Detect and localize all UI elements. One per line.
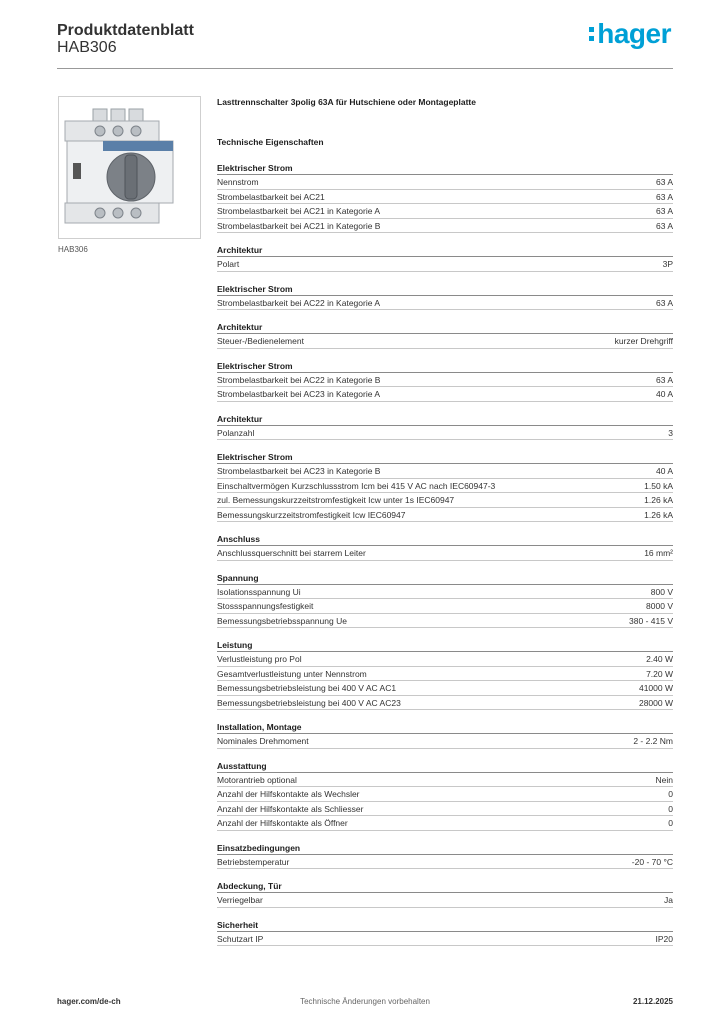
- hager-logo: [589, 18, 671, 50]
- spec-row: [217, 893, 673, 908]
- spec-row: [217, 387, 673, 402]
- spec-value: 7.20 W: [646, 668, 673, 679]
- spec-section: [217, 451, 673, 533]
- product-description: Lasttrennschalter 3polig 63A für Hutschiene oder Montageplatte: [217, 97, 476, 107]
- spec-label: Bemessungskurzzeitstromfestigkeit Icw IEC60947: [217, 509, 406, 520]
- section-title: Sicherheit: [217, 919, 673, 932]
- spec-section: [217, 533, 673, 572]
- product-model: HAB306: [57, 39, 117, 56]
- spec-value: 16 mm²: [644, 548, 673, 558]
- spec-label: Strombelastbarkeit bei AC21 in Kategorie B: [217, 220, 381, 231]
- section-title: Elektrischer Strom: [217, 451, 673, 464]
- spec-label: Verlustleistung pro Pol: [217, 654, 302, 664]
- spec-label: Steuer-/Bedienelement: [217, 336, 304, 346]
- spec-value: 0: [668, 789, 673, 799]
- spec-row: [217, 204, 673, 219]
- section-gap: [217, 402, 673, 413]
- spec-value: 2 - 2.2 Nm: [633, 736, 673, 746]
- spec-label: Anschlussquerschnitt bei starrem Leiter: [217, 548, 366, 558]
- spec-label: Strombelastbarkeit bei AC23 in Kategorie B: [217, 466, 381, 476]
- spec-value: 380 - 415 V: [629, 615, 673, 626]
- section-gap: [217, 749, 673, 760]
- spec-label: Polanzahl: [217, 427, 255, 438]
- spec-row: [217, 599, 673, 614]
- section-gap: [217, 233, 673, 244]
- image-caption: HAB306: [58, 245, 88, 254]
- spec-label: Anzahl der Hilfskontakte als Wechsler: [217, 789, 360, 799]
- section-gap: [217, 946, 673, 957]
- spec-label: Isolationsspannung Ui: [217, 586, 301, 597]
- spec-section: [217, 360, 673, 413]
- spec-value: 1.50 kA: [644, 480, 673, 491]
- section-title: Ausstattung: [217, 760, 673, 773]
- section-title: Architektur: [217, 413, 673, 426]
- spec-label: Strombelastbarkeit bei AC21: [217, 191, 325, 202]
- logo-text: hager: [597, 18, 671, 49]
- spec-label: Betriebstemperatur: [217, 856, 290, 867]
- spec-section: [217, 721, 673, 760]
- spec-row: [217, 464, 673, 479]
- spec-value: 3P: [662, 259, 673, 269]
- spec-value: kurzer Drehgriff: [614, 336, 673, 346]
- spec-row: [217, 373, 673, 388]
- spec-section: [217, 572, 673, 640]
- spec-row: [217, 219, 673, 234]
- spec-label: Einschaltvermögen Kurzschlussstrom Icm bei 415 V AC nach IEC60947-3: [217, 480, 496, 491]
- spec-row: [217, 296, 673, 311]
- section-gap: [217, 628, 673, 639]
- spec-section: [217, 842, 673, 881]
- spec-label: Strombelastbarkeit bei AC22 in Kategorie A: [217, 297, 381, 308]
- section-title: Architektur: [217, 244, 673, 257]
- spec-value: 63 A: [655, 191, 673, 202]
- spec-row: [217, 773, 673, 788]
- spec-section: [217, 919, 673, 958]
- spec-section: [217, 760, 673, 842]
- section-title: Einsatzbedingungen: [217, 842, 673, 855]
- spec-label: zul. Bemessungskurzzeitstromfestigkeit Icw unter 1s IEC60947: [217, 495, 455, 505]
- spec-row: [217, 334, 673, 349]
- section-gap: [217, 831, 673, 842]
- section-gap: [217, 869, 673, 880]
- spec-label: Stossspannungsfestigkeit: [217, 601, 314, 611]
- spec-value: 41000 W: [638, 683, 673, 693]
- spec-value: 3: [668, 427, 673, 438]
- footer-url: hager.com/de-ch: [57, 997, 121, 1006]
- section-gap: [217, 561, 673, 572]
- spec-row: [217, 787, 673, 802]
- spec-row: [217, 508, 673, 523]
- spec-section: [217, 639, 673, 721]
- spec-row: [217, 175, 673, 190]
- spec-value: 800 V: [650, 586, 673, 597]
- spec-value: 63 A: [655, 177, 673, 187]
- spec-value: Nein: [655, 774, 673, 785]
- spec-row: [217, 614, 673, 629]
- spec-row: [217, 652, 673, 667]
- section-gap: [217, 310, 673, 321]
- spec-row: [217, 479, 673, 494]
- spec-row: [217, 802, 673, 817]
- switch-product-icon: [59, 97, 200, 238]
- spec-row: [217, 932, 673, 947]
- section-title: Elektrischer Strom: [217, 360, 673, 373]
- section-title: Architektur: [217, 321, 673, 334]
- section-gap: [217, 440, 673, 451]
- spec-content: [217, 96, 673, 957]
- section-gap: [217, 522, 673, 533]
- spec-label: Bemessungsbetriebsleistung bei 400 V AC AC23: [217, 697, 401, 708]
- spec-row: [217, 667, 673, 682]
- spec-value: Ja: [664, 895, 673, 905]
- section-gap: [217, 349, 673, 360]
- spec-value: 8000 V: [646, 601, 673, 611]
- spec-row: [217, 190, 673, 205]
- spec-label: Schutzart IP: [217, 933, 264, 944]
- spec-label: Polart: [217, 259, 240, 269]
- spec-value: 1.26 kA: [644, 495, 673, 505]
- page-header: [57, 18, 673, 68]
- spec-label: Nennstrom: [217, 177, 259, 187]
- spec-value: 63 A: [655, 374, 673, 385]
- spec-value: 40 A: [655, 389, 673, 399]
- spec-section: [217, 413, 673, 452]
- spec-value: 2.40 W: [646, 654, 673, 664]
- spec-label: Verriegelbar: [217, 895, 263, 905]
- spec-label: Strombelastbarkeit bei AC21 in Kategorie A: [217, 206, 381, 216]
- spec-row: [217, 546, 673, 561]
- spec-sections: [217, 162, 673, 957]
- spec-row: [217, 681, 673, 696]
- spec-value: 40 A: [655, 466, 673, 476]
- spec-value: 28000 W: [638, 697, 673, 708]
- spec-row: [217, 816, 673, 831]
- spec-label: Motorantrieb optional: [217, 774, 297, 785]
- spec-value: 1.26 kA: [644, 509, 673, 520]
- spec-section: [217, 283, 673, 322]
- document-title: Produktdatenblatt: [57, 22, 194, 39]
- technical-properties-heading: Technische Eigenschaften: [217, 137, 324, 147]
- spec-value: 63 A: [655, 297, 673, 308]
- section-title: Elektrischer Strom: [217, 283, 673, 296]
- spec-label: Strombelastbarkeit bei AC22 in Kategorie B: [217, 374, 381, 385]
- section-title: Installation, Montage: [217, 721, 673, 734]
- section-gap: [217, 908, 673, 919]
- spec-row: [217, 426, 673, 441]
- spec-row: [217, 493, 673, 508]
- spec-label: Bemessungsbetriebsleistung bei 400 V AC AC1: [217, 683, 397, 693]
- spec-row: [217, 734, 673, 749]
- spec-section: [217, 244, 673, 283]
- spec-label: Gesamtverlustleistung unter Nennstrom: [217, 668, 367, 679]
- spec-row: [217, 257, 673, 272]
- spec-section: [217, 162, 673, 244]
- spec-row: [217, 855, 673, 870]
- section-gap: [217, 272, 673, 283]
- spec-label: Anzahl der Hilfskontakte als Öffner: [217, 818, 348, 828]
- spec-row: [217, 696, 673, 711]
- product-image: [58, 96, 201, 239]
- section-gap: [217, 710, 673, 721]
- section-title: Abdeckung, Tür: [217, 880, 673, 893]
- footer-note: Technische Änderungen vorbehalten: [300, 997, 430, 1006]
- spec-value: 0: [668, 803, 673, 814]
- footer-date: 21.12.2025: [632, 997, 673, 1006]
- spec-label: Bemessungsbetriebsspannung Ue: [217, 615, 347, 626]
- spec-row: [217, 585, 673, 600]
- spec-section: [217, 321, 673, 360]
- header-divider: [57, 68, 673, 69]
- spec-label: Anzahl der Hilfskontakte als Schliesser: [217, 803, 364, 814]
- section-title: Elektrischer Strom: [217, 162, 673, 175]
- spec-value: 63 A: [655, 206, 673, 216]
- section-title: Anschluss: [217, 533, 673, 546]
- spec-value: 0: [668, 818, 673, 828]
- logo-dots-icon: [589, 21, 597, 43]
- spec-section: [217, 880, 673, 919]
- section-title: Spannung: [217, 572, 673, 585]
- section-title: Leistung: [217, 639, 673, 652]
- spec-label: Strombelastbarkeit bei AC23 in Kategorie A: [217, 389, 381, 399]
- spec-label: Nominales Drehmoment: [217, 736, 309, 746]
- spec-value: -20 - 70 °C: [631, 856, 673, 867]
- spec-value: 63 A: [655, 220, 673, 231]
- spec-value: IP20: [655, 933, 673, 944]
